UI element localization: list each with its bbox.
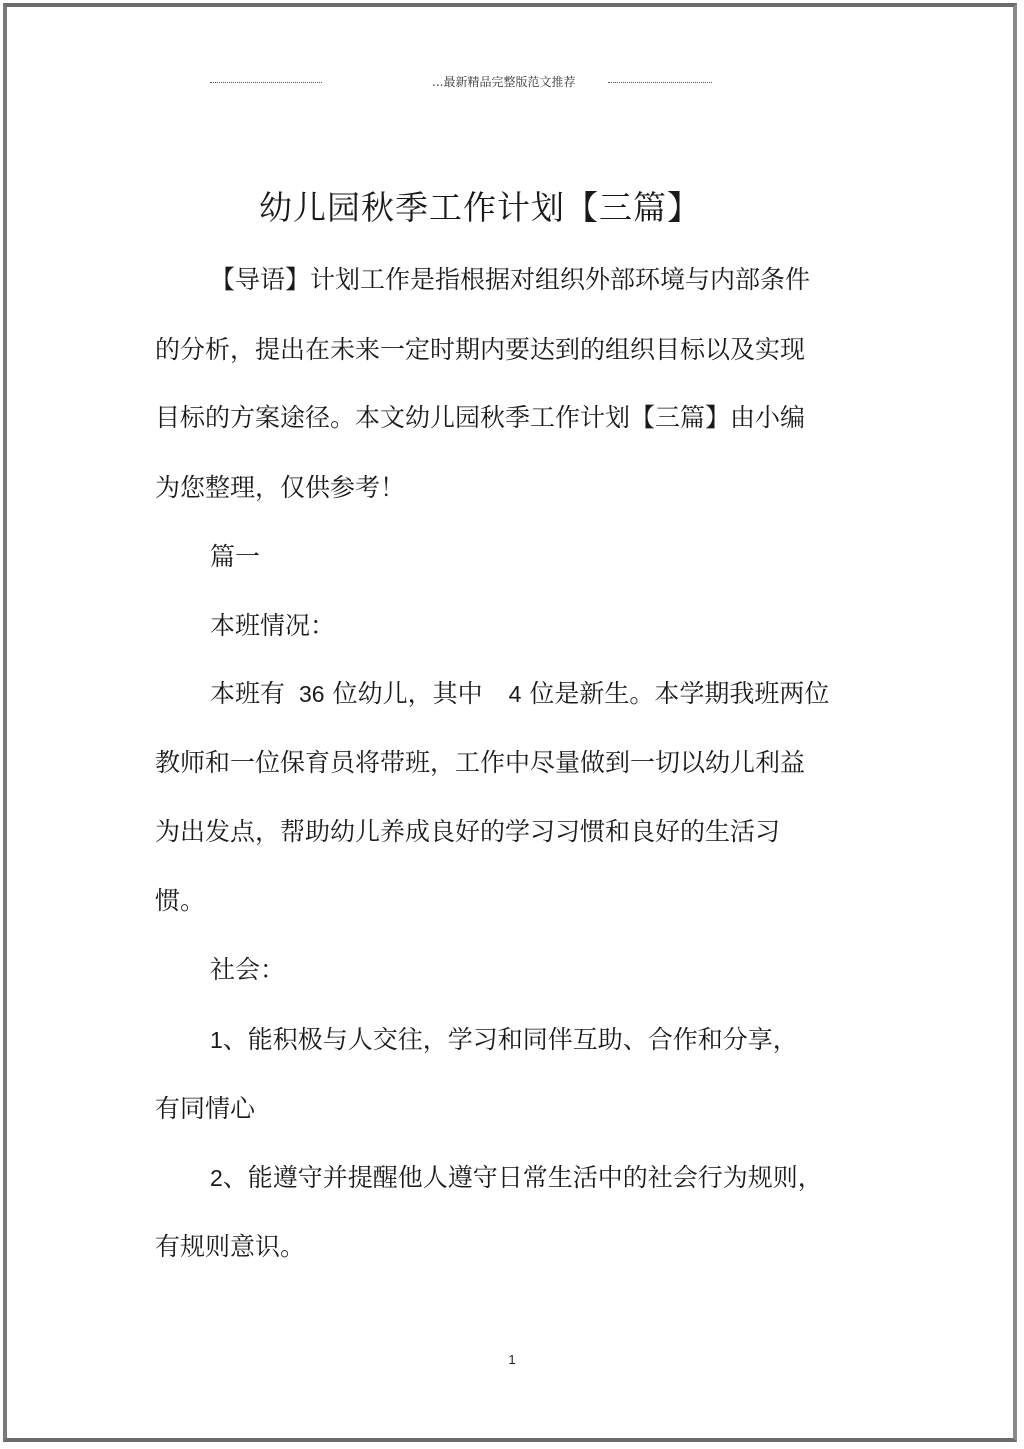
class-info-line-2: 教师和一位保育员将带班，工作中尽量做到一切以幼儿利益 [155, 748, 806, 777]
social-item-2-text: 、能遵守并提醒他人遵守日常生活中的社会行为规则， [222, 1163, 823, 1192]
page-number: 1 [508, 1352, 516, 1367]
header-rule-left [210, 82, 322, 83]
class-size-number: 36 [299, 681, 325, 707]
class-info-text-c: 位是新生。本学期我班两位 [529, 679, 830, 708]
social-item-2-line-2: 有规则意识。 [155, 1232, 306, 1261]
social-item-1-line-2: 有同情心 [155, 1094, 256, 1123]
social-item-1-line-1 [210, 1024, 798, 1056]
item-number-1: 1 [210, 1027, 223, 1053]
section-heading-part-one: 篇一 [210, 542, 261, 571]
social-item-1-text: 、能积极与人交往，学习和同伴互助、合作和分享， [222, 1025, 798, 1054]
social-item-2-line-1 [210, 1162, 823, 1194]
header-text: ...最新精品完整版范文推荐 [432, 75, 576, 89]
class-info-line-4: 惯。 [155, 886, 206, 915]
intro-line-1: 【导语】计划工作是指根据对组织外部环境与内部条件 [210, 265, 811, 294]
class-info-text-a: 本班有 [210, 679, 286, 708]
class-info-text-b: 位幼儿，其中 [332, 679, 483, 708]
class-info-line-1 [210, 678, 829, 710]
intro-line-3: 目标的方案途径。本文幼儿园秋季工作计划【三篇】由小编 [155, 403, 806, 432]
document-title: 幼儿园秋季工作计划【三篇】 [259, 188, 701, 227]
item-number-2: 2 [210, 1165, 223, 1191]
intro-line-2: 的分析，提出在未来一定时期内要达到的组织目标以及实现 [155, 335, 806, 364]
subheading-social: 社会： [210, 955, 286, 984]
subheading-class-situation: 本班情况： [210, 611, 336, 640]
new-student-number: 4 [508, 681, 522, 707]
intro-line-4: 为您整理，仅供参考！ [155, 473, 406, 502]
class-info-line-3: 为出发点，帮助幼儿养成良好的学习习惯和良好的生活习 [155, 817, 781, 846]
header-rule-right [608, 82, 712, 83]
